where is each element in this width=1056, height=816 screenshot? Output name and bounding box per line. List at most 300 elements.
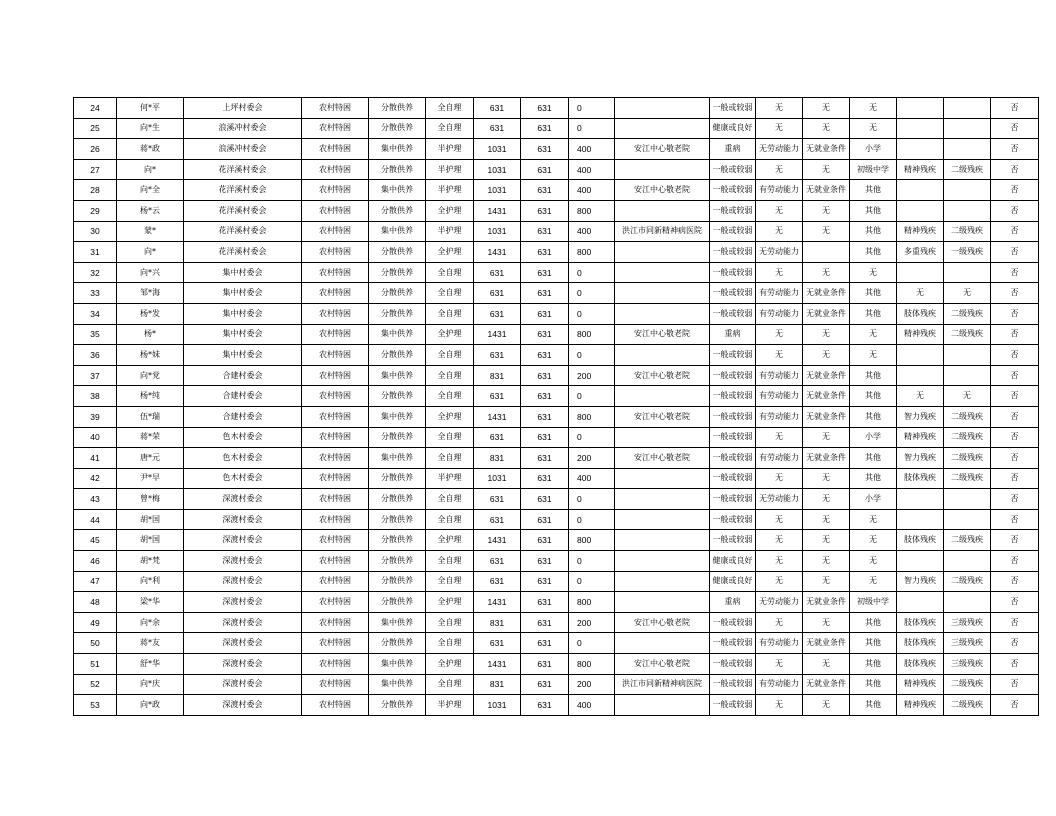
cell-support-type: 分散供养 (369, 118, 426, 139)
cell-care-level: 全自理 (426, 98, 474, 119)
cell-employment-condition: 无 (803, 427, 850, 448)
cell-disability-level (944, 345, 991, 366)
table-row (74, 427, 1039, 448)
cell-health-status: 一般或较弱 (710, 180, 756, 201)
cell-flag: 否 (991, 262, 1039, 283)
cell-flag: 否 (991, 427, 1039, 448)
table-row (74, 633, 1039, 654)
cell-name: 杨*云 (117, 200, 184, 221)
cell-care-level: 半护理 (426, 159, 474, 180)
cell-institution: 洪江市同新精神病医院 (615, 221, 710, 242)
cell-care-amount: 400 (569, 695, 615, 716)
cell-care-amount: 0 (569, 303, 615, 324)
cell-row-number: 41 (74, 448, 117, 469)
cell-village-committee: 花洋溪村委会 (184, 200, 302, 221)
cell-employment-condition: 无就业条件 (803, 592, 850, 613)
cell-flag: 否 (991, 139, 1039, 160)
cell-flag: 否 (991, 159, 1039, 180)
cell-row-number: 45 (74, 530, 117, 551)
cell-total-amount: 1431 (474, 200, 521, 221)
cell-labor-ability: 无 (756, 324, 803, 345)
cell-category: 农村特困 (302, 571, 369, 592)
cell-disability-type: 精神残疾 (897, 695, 944, 716)
cell-employment-condition: 无 (803, 468, 850, 489)
cell-health-status: 一般或较弱 (710, 654, 756, 675)
cell-support-type: 分散供养 (369, 509, 426, 530)
cell-support-type: 集中供养 (369, 180, 426, 201)
cell-care-amount: 400 (569, 468, 615, 489)
cell-institution (615, 98, 710, 119)
cell-education: 其他 (850, 633, 897, 654)
cell-institution (615, 530, 710, 551)
cell-category: 农村特困 (302, 509, 369, 530)
cell-care-amount: 200 (569, 674, 615, 695)
cell-row-number: 44 (74, 509, 117, 530)
cell-base-amount: 631 (521, 324, 569, 345)
cell-village-committee: 色木村委会 (184, 427, 302, 448)
cell-care-amount: 800 (569, 242, 615, 263)
cell-name: 梁*华 (117, 592, 184, 613)
table-row (74, 448, 1039, 469)
cell-care-level: 全自理 (426, 674, 474, 695)
cell-row-number: 51 (74, 654, 117, 675)
cell-support-type: 集中供养 (369, 654, 426, 675)
cell-care-amount: 200 (569, 612, 615, 633)
cell-labor-ability: 有劳动能力 (756, 386, 803, 407)
cell-name: 唐*元 (117, 448, 184, 469)
cell-disability-level (944, 489, 991, 510)
cell-support-type: 分散供养 (369, 571, 426, 592)
cell-institution: 安江中心敬老院 (615, 612, 710, 633)
cell-care-amount: 400 (569, 221, 615, 242)
cell-flag: 否 (991, 448, 1039, 469)
cell-category: 农村特困 (302, 159, 369, 180)
cell-care-amount: 800 (569, 592, 615, 613)
cell-disability-type: 智力残疾 (897, 406, 944, 427)
cell-care-amount: 0 (569, 633, 615, 654)
cell-education: 其他 (850, 654, 897, 675)
cell-care-amount: 800 (569, 200, 615, 221)
cell-health-status: 一般或较弱 (710, 695, 756, 716)
cell-support-type: 集中供养 (369, 406, 426, 427)
cell-category: 农村特困 (302, 365, 369, 386)
cell-village-committee: 花洋溪村委会 (184, 221, 302, 242)
cell-village-committee: 深渡村委会 (184, 633, 302, 654)
cell-health-status: 一般或较弱 (710, 509, 756, 530)
cell-disability-level: 三级残疾 (944, 654, 991, 675)
cell-employment-condition: 无 (803, 509, 850, 530)
cell-health-status: 一般或较弱 (710, 159, 756, 180)
cell-education: 其他 (850, 365, 897, 386)
cell-category: 农村特困 (302, 592, 369, 613)
table-row (74, 551, 1039, 572)
cell-care-level: 全自理 (426, 612, 474, 633)
cell-base-amount: 631 (521, 509, 569, 530)
cell-support-type: 集中供养 (369, 612, 426, 633)
cell-care-amount: 0 (569, 283, 615, 304)
cell-disability-type: 肢体残疾 (897, 633, 944, 654)
cell-total-amount: 1431 (474, 406, 521, 427)
cell-employment-condition: 无就业条件 (803, 180, 850, 201)
cell-row-number: 29 (74, 200, 117, 221)
cell-education: 无 (850, 345, 897, 366)
cell-care-level: 全自理 (426, 489, 474, 510)
cell-institution: 安江中心敬老院 (615, 406, 710, 427)
cell-row-number: 32 (74, 262, 117, 283)
cell-row-number: 46 (74, 551, 117, 572)
table-row (74, 489, 1039, 510)
cell-institution (615, 489, 710, 510)
cell-employment-condition: 无 (803, 118, 850, 139)
cell-disability-type: 肢体残疾 (897, 612, 944, 633)
cell-employment-condition: 无 (803, 324, 850, 345)
cell-row-number: 30 (74, 221, 117, 242)
cell-flag: 否 (991, 200, 1039, 221)
cell-row-number: 31 (74, 242, 117, 263)
cell-health-status: 一般或较弱 (710, 448, 756, 469)
cell-health-status: 一般或较弱 (710, 386, 756, 407)
cell-health-status: 健康或良好 (710, 118, 756, 139)
cell-institution (615, 633, 710, 654)
cell-support-type: 分散供养 (369, 262, 426, 283)
cell-flag: 否 (991, 345, 1039, 366)
cell-disability-type: 精神残疾 (897, 159, 944, 180)
cell-care-amount: 400 (569, 159, 615, 180)
cell-care-level: 全护理 (426, 324, 474, 345)
cell-base-amount: 631 (521, 695, 569, 716)
cell-disability-type: 智力残疾 (897, 571, 944, 592)
cell-category: 农村特困 (302, 283, 369, 304)
cell-base-amount: 631 (521, 592, 569, 613)
cell-employment-condition: 无 (803, 489, 850, 510)
cell-care-level: 半护理 (426, 139, 474, 160)
cell-education: 无 (850, 98, 897, 119)
cell-care-level: 半护理 (426, 221, 474, 242)
cell-category: 农村特困 (302, 448, 369, 469)
cell-category: 农村特困 (302, 180, 369, 201)
cell-village-committee: 深渡村委会 (184, 509, 302, 530)
cell-row-number: 38 (74, 386, 117, 407)
cell-category: 农村特困 (302, 139, 369, 160)
cell-employment-condition: 无 (803, 612, 850, 633)
cell-institution: 安江中心敬老院 (615, 324, 710, 345)
cell-village-committee: 深渡村委会 (184, 530, 302, 551)
cell-row-number: 28 (74, 180, 117, 201)
cell-category: 农村特困 (302, 695, 369, 716)
cell-flag: 否 (991, 118, 1039, 139)
cell-row-number: 40 (74, 427, 117, 448)
cell-labor-ability: 无 (756, 571, 803, 592)
cell-disability-type: 肢体残疾 (897, 303, 944, 324)
cell-disability-type: 肢体残疾 (897, 468, 944, 489)
cell-employment-condition: 无就业条件 (803, 283, 850, 304)
cell-category: 农村特困 (302, 303, 369, 324)
cell-support-type: 分散供养 (369, 283, 426, 304)
cell-total-amount: 1431 (474, 530, 521, 551)
cell-base-amount: 631 (521, 633, 569, 654)
cell-disability-level (944, 180, 991, 201)
cell-base-amount: 631 (521, 530, 569, 551)
cell-name: 杨*妹 (117, 345, 184, 366)
cell-total-amount: 831 (474, 612, 521, 633)
cell-care-amount: 0 (569, 98, 615, 119)
cell-health-status: 一般或较弱 (710, 221, 756, 242)
cell-employment-condition: 无就业条件 (803, 139, 850, 160)
cell-care-level: 全自理 (426, 551, 474, 572)
cell-disability-type (897, 200, 944, 221)
cell-category: 农村特困 (302, 674, 369, 695)
cell-disability-level (944, 509, 991, 530)
cell-education: 其他 (850, 386, 897, 407)
cell-village-committee: 深渡村委会 (184, 592, 302, 613)
cell-institution (615, 551, 710, 572)
cell-disability-type: 精神残疾 (897, 427, 944, 448)
cell-support-type: 集中供养 (369, 448, 426, 469)
cell-care-amount: 0 (569, 386, 615, 407)
cell-support-type: 分散供养 (369, 303, 426, 324)
cell-disability-level: 三级残疾 (944, 612, 991, 633)
cell-flag: 否 (991, 654, 1039, 675)
cell-category: 农村特困 (302, 489, 369, 510)
cell-labor-ability: 有劳动能力 (756, 633, 803, 654)
cell-disability-type: 无 (897, 283, 944, 304)
cell-row-number: 48 (74, 592, 117, 613)
cell-institution (615, 242, 710, 263)
cell-flag: 否 (991, 489, 1039, 510)
cell-base-amount: 631 (521, 180, 569, 201)
cell-labor-ability: 无 (756, 612, 803, 633)
cell-support-type: 分散供养 (369, 633, 426, 654)
cell-category: 农村特困 (302, 242, 369, 263)
table-row (74, 221, 1039, 242)
cell-support-type: 分散供养 (369, 159, 426, 180)
cell-employment-condition: 无就业条件 (803, 386, 850, 407)
cell-care-amount: 0 (569, 118, 615, 139)
cell-row-number: 43 (74, 489, 117, 510)
cell-labor-ability: 无劳动能力 (756, 489, 803, 510)
cell-total-amount: 831 (474, 365, 521, 386)
cell-village-committee: 深渡村委会 (184, 654, 302, 675)
cell-base-amount: 631 (521, 448, 569, 469)
cell-row-number: 26 (74, 139, 117, 160)
cell-institution (615, 283, 710, 304)
table-row (74, 468, 1039, 489)
cell-category: 农村特困 (302, 386, 369, 407)
cell-flag: 否 (991, 633, 1039, 654)
cell-labor-ability: 有劳动能力 (756, 674, 803, 695)
cell-support-type: 集中供养 (369, 221, 426, 242)
cell-institution: 安江中心敬老院 (615, 180, 710, 201)
cell-village-committee: 浪溪冲村委会 (184, 139, 302, 160)
cell-institution: 安江中心敬老院 (615, 448, 710, 469)
cell-education: 其他 (850, 612, 897, 633)
cell-total-amount: 631 (474, 386, 521, 407)
cell-row-number: 53 (74, 695, 117, 716)
cell-name: 杨*发 (117, 303, 184, 324)
cell-base-amount: 631 (521, 159, 569, 180)
cell-labor-ability: 无劳动能力 (756, 592, 803, 613)
cell-flag: 否 (991, 386, 1039, 407)
cell-institution (615, 427, 710, 448)
cell-health-status: 一般或较弱 (710, 242, 756, 263)
cell-labor-ability: 无劳动能力 (756, 139, 803, 160)
cell-name: 向*政 (117, 695, 184, 716)
cell-employment-condition: 无就业条件 (803, 406, 850, 427)
cell-flag: 否 (991, 571, 1039, 592)
cell-care-amount: 0 (569, 571, 615, 592)
cell-disability-type (897, 365, 944, 386)
cell-flag: 否 (991, 365, 1039, 386)
cell-disability-level: 二级残疾 (944, 530, 991, 551)
cell-care-level: 全自理 (426, 262, 474, 283)
cell-row-number: 39 (74, 406, 117, 427)
cell-health-status: 一般或较弱 (710, 633, 756, 654)
cell-name: 胡*国 (117, 509, 184, 530)
cell-base-amount: 631 (521, 406, 569, 427)
table-row (74, 674, 1039, 695)
cell-support-type: 集中供养 (369, 324, 426, 345)
cell-disability-level (944, 592, 991, 613)
cell-institution (615, 159, 710, 180)
table-row (74, 509, 1039, 530)
cell-disability-type (897, 139, 944, 160)
cell-institution (615, 345, 710, 366)
table-row (74, 406, 1039, 427)
cell-education: 其他 (850, 242, 897, 263)
cell-support-type: 分散供养 (369, 489, 426, 510)
cell-employment-condition: 无 (803, 221, 850, 242)
cell-care-amount: 800 (569, 324, 615, 345)
cell-institution (615, 386, 710, 407)
cell-labor-ability: 有劳动能力 (756, 448, 803, 469)
cell-category: 农村特困 (302, 530, 369, 551)
cell-disability-level (944, 551, 991, 572)
cell-disability-type (897, 180, 944, 201)
cell-support-type: 分散供养 (369, 200, 426, 221)
cell-village-committee: 色木村委会 (184, 448, 302, 469)
cell-total-amount: 631 (474, 571, 521, 592)
cell-education: 其他 (850, 406, 897, 427)
cell-institution: 安江中心敬老院 (615, 654, 710, 675)
cell-employment-condition: 无 (803, 654, 850, 675)
table-row (74, 571, 1039, 592)
cell-disability-level: 一级残疾 (944, 242, 991, 263)
cell-village-committee: 深渡村委会 (184, 674, 302, 695)
cell-total-amount: 631 (474, 283, 521, 304)
beneficiary-table (73, 97, 1039, 716)
cell-total-amount: 1031 (474, 139, 521, 160)
cell-total-amount: 1431 (474, 324, 521, 345)
cell-labor-ability: 无 (756, 695, 803, 716)
cell-disability-level: 无 (944, 386, 991, 407)
cell-disability-level: 二级残疾 (944, 406, 991, 427)
cell-care-level: 全护理 (426, 530, 474, 551)
cell-support-type: 分散供养 (369, 530, 426, 551)
cell-employment-condition: 无就业条件 (803, 633, 850, 654)
cell-disability-type (897, 262, 944, 283)
cell-care-level: 半护理 (426, 695, 474, 716)
table-row (74, 303, 1039, 324)
cell-disability-level (944, 365, 991, 386)
cell-flag: 否 (991, 180, 1039, 201)
cell-disability-level: 二级残疾 (944, 159, 991, 180)
cell-education: 其他 (850, 221, 897, 242)
cell-name: 伍*瑞 (117, 406, 184, 427)
cell-disability-level: 二级残疾 (944, 468, 991, 489)
cell-category: 农村特困 (302, 654, 369, 675)
cell-row-number: 24 (74, 98, 117, 119)
cell-name: 向*利 (117, 571, 184, 592)
cell-flag: 否 (991, 674, 1039, 695)
cell-disability-type: 肢体残疾 (897, 530, 944, 551)
cell-education: 其他 (850, 448, 897, 469)
cell-name: 向*生 (117, 118, 184, 139)
cell-labor-ability: 无 (756, 262, 803, 283)
cell-base-amount: 631 (521, 345, 569, 366)
cell-disability-type: 肢体残疾 (897, 654, 944, 675)
cell-institution (615, 571, 710, 592)
cell-education: 无 (850, 551, 897, 572)
cell-employment-condition: 无 (803, 159, 850, 180)
cell-institution (615, 468, 710, 489)
cell-institution (615, 695, 710, 716)
cell-disability-level: 二级残疾 (944, 324, 991, 345)
cell-category: 农村特困 (302, 468, 369, 489)
table-row (74, 612, 1039, 633)
cell-support-type: 分散供养 (369, 551, 426, 572)
cell-flag: 否 (991, 242, 1039, 263)
cell-total-amount: 631 (474, 262, 521, 283)
cell-care-level: 半护理 (426, 468, 474, 489)
cell-base-amount: 631 (521, 674, 569, 695)
cell-employment-condition: 无 (803, 200, 850, 221)
cell-category: 农村特困 (302, 262, 369, 283)
cell-education: 其他 (850, 468, 897, 489)
cell-disability-type: 精神残疾 (897, 221, 944, 242)
cell-employment-condition: 无 (803, 530, 850, 551)
cell-village-committee: 上坪村委会 (184, 98, 302, 119)
cell-row-number: 34 (74, 303, 117, 324)
cell-name: 何*平 (117, 98, 184, 119)
cell-health-status: 一般或较弱 (710, 262, 756, 283)
cell-care-level: 全自理 (426, 571, 474, 592)
cell-care-level: 半护理 (426, 180, 474, 201)
cell-disability-type: 智力残疾 (897, 448, 944, 469)
cell-labor-ability: 有劳动能力 (756, 365, 803, 386)
cell-institution (615, 262, 710, 283)
table-row (74, 695, 1039, 716)
cell-health-status: 一般或较弱 (710, 468, 756, 489)
cell-employment-condition: 无 (803, 695, 850, 716)
cell-health-status: 一般或较弱 (710, 530, 756, 551)
cell-education: 无 (850, 509, 897, 530)
table-row (74, 118, 1039, 139)
cell-institution: 洪江市同新精神病医院 (615, 674, 710, 695)
cell-total-amount: 1431 (474, 592, 521, 613)
cell-care-amount: 0 (569, 489, 615, 510)
cell-institution: 安江中心敬老院 (615, 139, 710, 160)
cell-labor-ability: 无 (756, 551, 803, 572)
cell-disability-level (944, 139, 991, 160)
cell-health-status: 一般或较弱 (710, 200, 756, 221)
cell-row-number: 50 (74, 633, 117, 654)
cell-name: 向*庆 (117, 674, 184, 695)
cell-disability-level (944, 200, 991, 221)
cell-category: 农村特困 (302, 612, 369, 633)
cell-village-committee: 深渡村委会 (184, 489, 302, 510)
cell-institution (615, 200, 710, 221)
cell-health-status: 重病 (710, 592, 756, 613)
